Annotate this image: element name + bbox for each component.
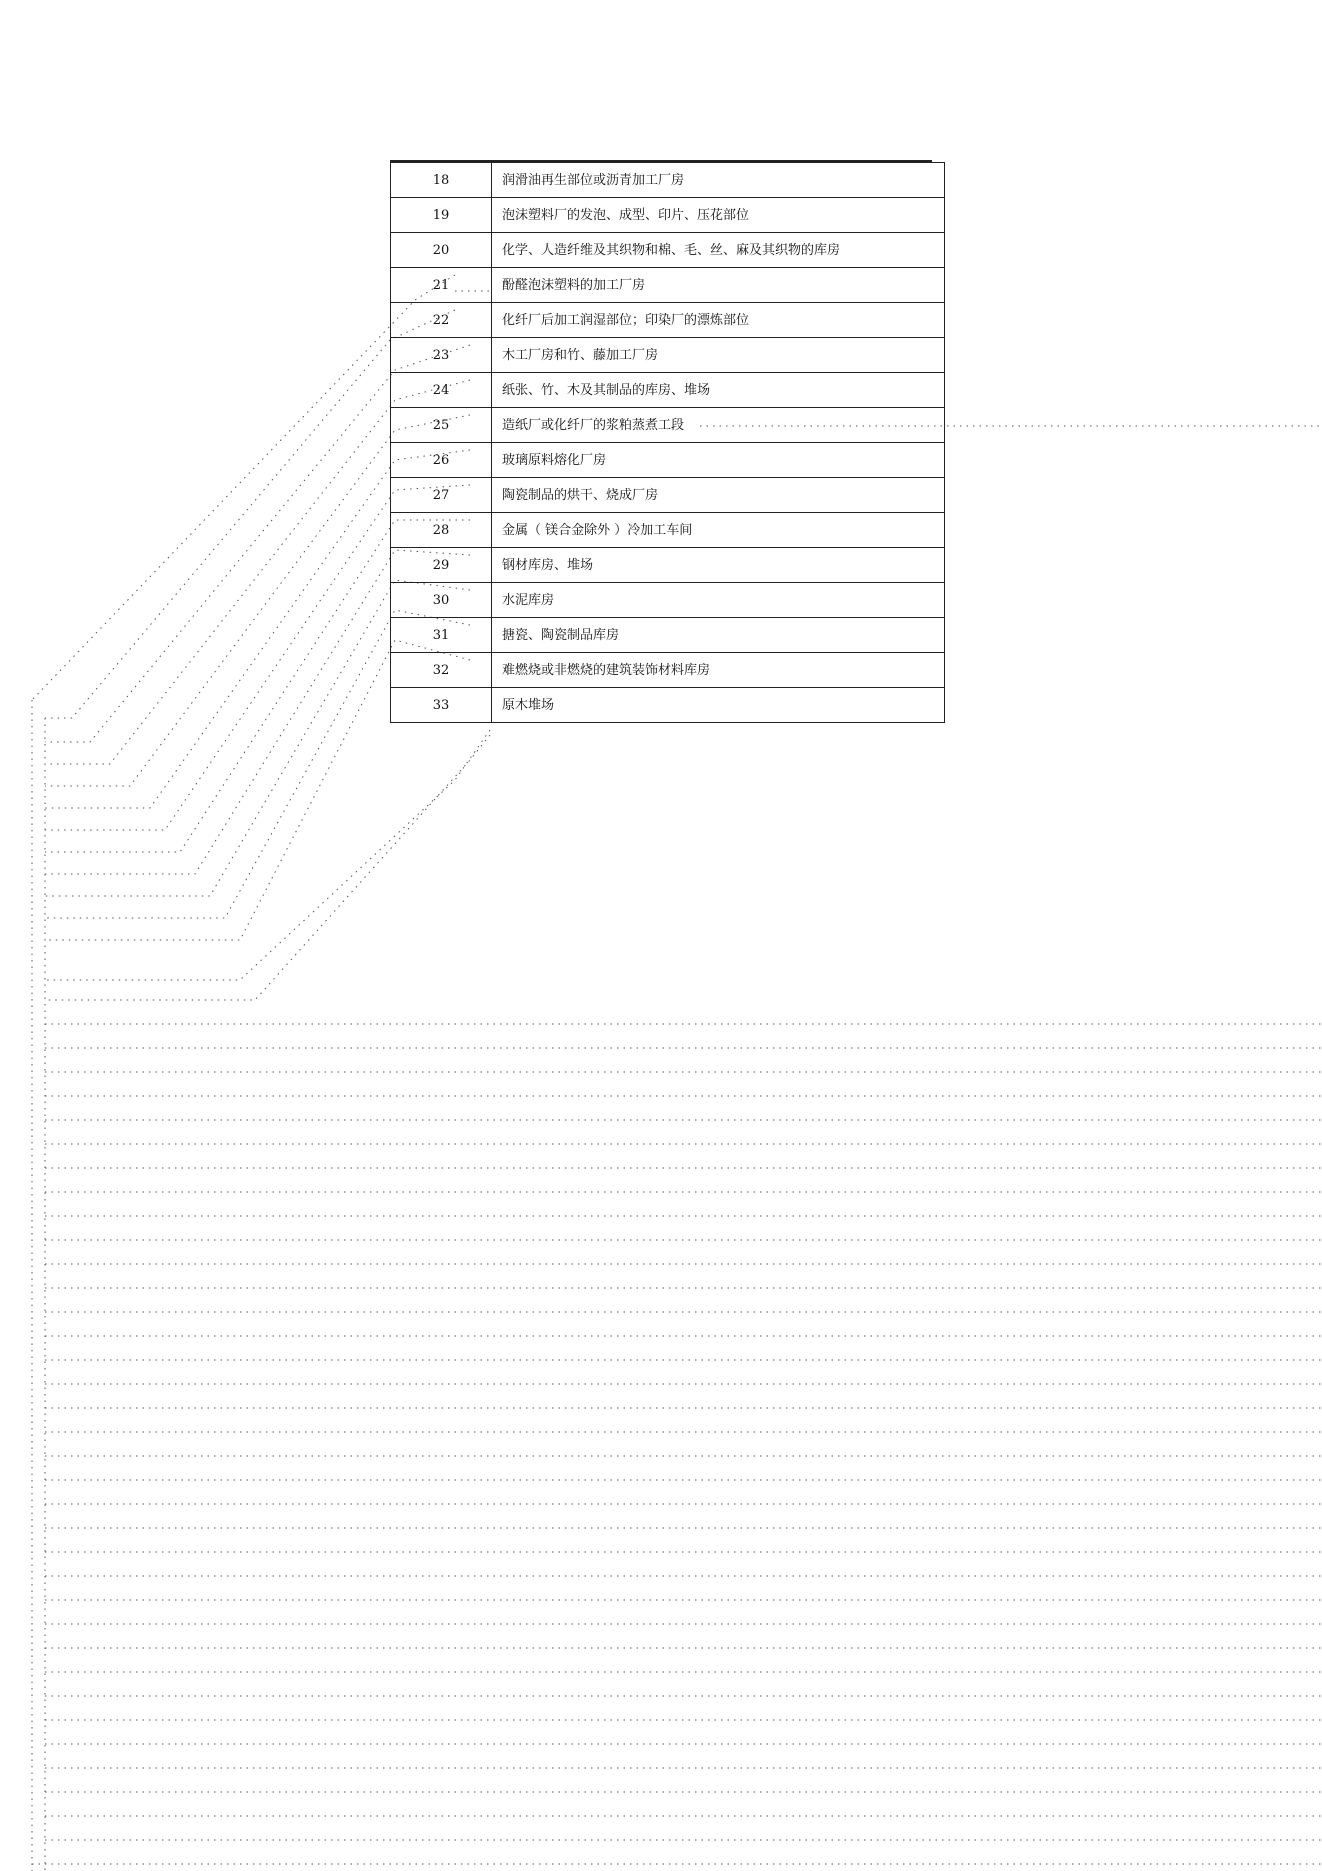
table-row xyxy=(391,548,945,583)
table-row xyxy=(391,338,945,373)
table-row xyxy=(391,163,945,198)
row-name: 纸张、竹、木及其制品的库房、堆场 xyxy=(492,373,945,408)
table-row xyxy=(391,303,945,338)
row-name: 原木堆场 xyxy=(492,688,945,723)
row-number: 33 xyxy=(391,688,492,723)
table-row xyxy=(391,268,945,303)
row-number: 28 xyxy=(391,513,492,548)
table-row xyxy=(391,478,945,513)
row-name: 陶瓷制品的烘干、烧成厂房 xyxy=(492,478,945,513)
row-number: 30 xyxy=(391,583,492,618)
table-row xyxy=(391,653,945,688)
row-number: 18 xyxy=(391,163,492,198)
row-number: 19 xyxy=(391,198,492,233)
row-name: 金属（ 镁合金除外 ）冷加工车间 xyxy=(492,513,945,548)
row-name: 玻璃原料熔化厂房 xyxy=(492,443,945,478)
row-name: 难燃烧或非燃烧的建筑装饰材料库房 xyxy=(492,653,945,688)
row-number: 29 xyxy=(391,548,492,583)
table-row xyxy=(391,513,945,548)
row-number: 27 xyxy=(391,478,492,513)
row-number: 23 xyxy=(391,338,492,373)
row-name: 造纸厂或化纤厂的浆粕蒸煮工段 xyxy=(492,408,945,443)
row-name: 泡沫塑料厂的发泡、成型、印片、压花部位 xyxy=(492,198,945,233)
row-name: 木工厂房和竹、藤加工厂房 xyxy=(492,338,945,373)
category-table-grid xyxy=(390,162,945,723)
table-row xyxy=(391,583,945,618)
table-row xyxy=(391,373,945,408)
row-number: 32 xyxy=(391,653,492,688)
row-name: 润滑油再生部位或沥青加工厂房 xyxy=(492,163,945,198)
row-name: 搪瓷、陶瓷制品库房 xyxy=(492,618,945,653)
table-row xyxy=(391,198,945,233)
category-table xyxy=(390,160,932,723)
table-row xyxy=(391,443,945,478)
row-name: 钢材库房、堆场 xyxy=(492,548,945,583)
row-name: 化纤厂后加工润湿部位；印染厂的漂炼部位 xyxy=(492,303,945,338)
table-row xyxy=(391,618,945,653)
table-row xyxy=(391,688,945,723)
row-number: 25 xyxy=(391,408,492,443)
row-name: 酚醛泡沫塑料的加工厂房 xyxy=(492,268,945,303)
row-name: 化学、人造纤维及其织物和棉、毛、丝、麻及其织物的库房 xyxy=(492,233,945,268)
row-number: 20 xyxy=(391,233,492,268)
table-row xyxy=(391,233,945,268)
row-number: 22 xyxy=(391,303,492,338)
row-number: 21 xyxy=(391,268,492,303)
row-number: 24 xyxy=(391,373,492,408)
table-row xyxy=(391,408,945,443)
row-number: 31 xyxy=(391,618,492,653)
row-name: 水泥库房 xyxy=(492,583,945,618)
row-number: 26 xyxy=(391,443,492,478)
